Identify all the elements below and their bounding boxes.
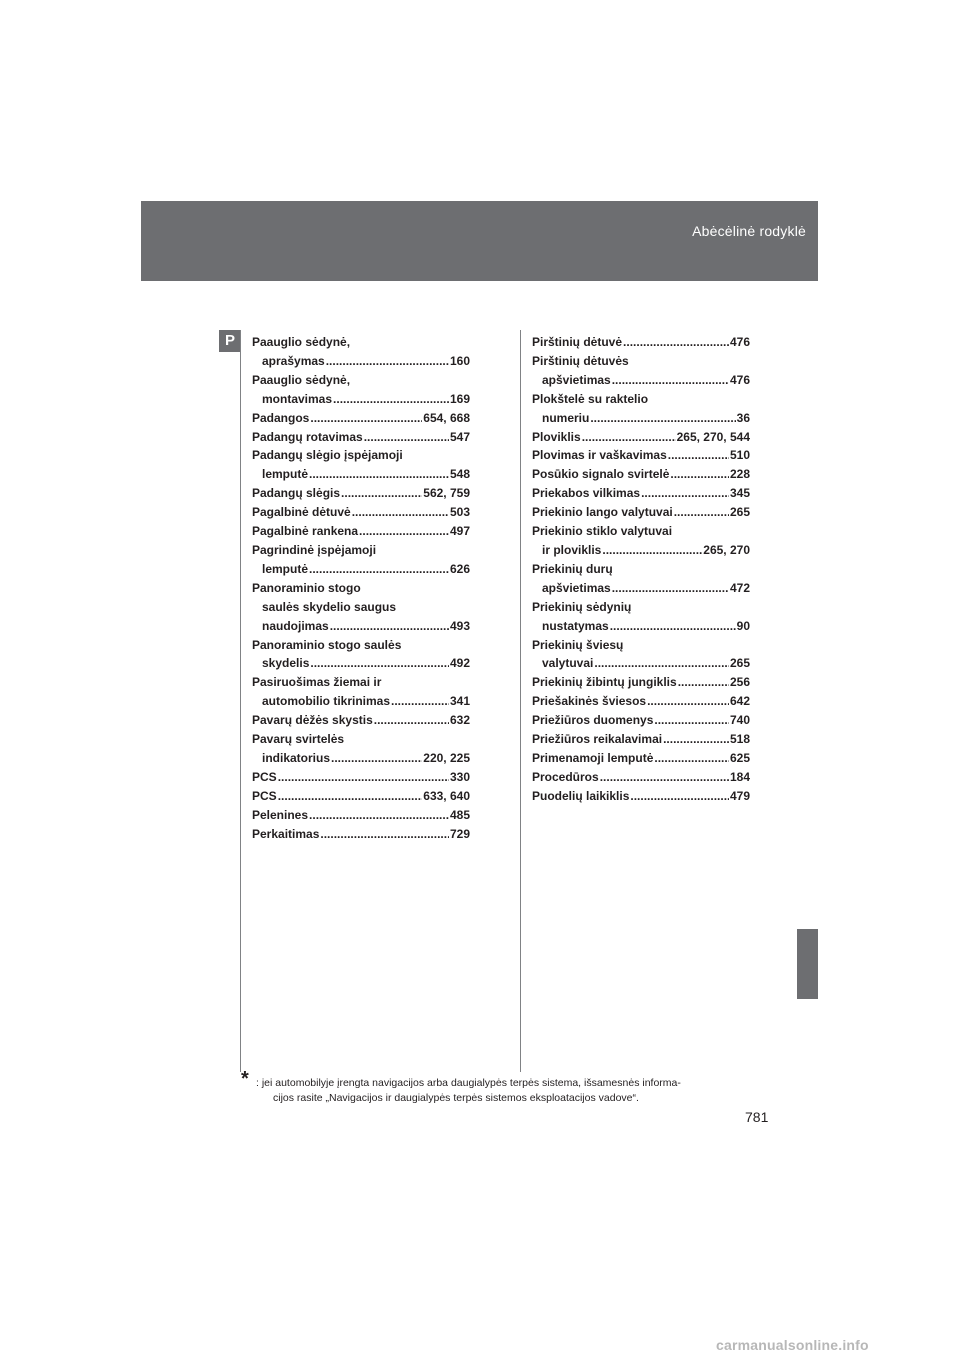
entry-term: apšvietimas	[542, 372, 611, 387]
entry-term: skydelis	[262, 656, 310, 671]
entry-page-ref[interactable]: 626	[449, 561, 470, 576]
index-entry-line	[532, 522, 750, 541]
entry-term: Priešakinės šviesos	[532, 694, 647, 709]
index-entry	[532, 390, 750, 428]
footnote-symbol: *	[241, 1068, 249, 1090]
index-entry	[532, 749, 750, 768]
entry-term: Padangų slėgis	[252, 486, 341, 501]
leader-dots	[678, 673, 729, 692]
entry-page-ref[interactable]: 476	[729, 372, 750, 387]
entry-page-ref[interactable]: 160	[449, 353, 470, 368]
index-entry	[532, 352, 750, 390]
index-entry	[532, 730, 750, 749]
leader-dots	[612, 371, 729, 390]
entry-term: Paauglio sėdynė,	[252, 335, 351, 349]
entry-term: PCS	[252, 769, 277, 784]
leader-dots	[374, 711, 449, 730]
index-entry	[532, 503, 750, 522]
index-entry-line	[252, 806, 470, 825]
entry-term: Ploviklis	[532, 429, 581, 444]
leader-dots	[310, 409, 422, 428]
leader-dots	[330, 617, 449, 636]
entry-term: PCS	[252, 788, 277, 803]
entry-term: ir ploviklis	[542, 542, 602, 557]
index-entry-line	[532, 768, 750, 787]
entry-page-ref[interactable]: 493	[449, 618, 470, 633]
section-tab	[797, 929, 818, 999]
index-entry	[532, 673, 750, 692]
entry-term: Plokštelė su raktelio	[532, 391, 649, 406]
entry-page-ref[interactable]: 479	[729, 788, 750, 803]
entry-term: Priekabos vilkimas	[532, 486, 641, 501]
entry-page-ref[interactable]: 518	[729, 732, 750, 747]
entry-page-ref[interactable]: 345	[729, 486, 750, 501]
index-entry-line	[532, 541, 750, 560]
index-entry-line	[532, 333, 750, 352]
index-entry-line	[532, 503, 750, 522]
entry-term: Paauglio sėdynė,	[252, 372, 351, 387]
index-entry	[252, 484, 470, 503]
index-entry-line	[532, 560, 750, 579]
index-entry	[532, 333, 750, 352]
index-entry-line	[252, 692, 470, 711]
entry-term: Priekinių durų	[532, 561, 613, 576]
leader-dots	[582, 428, 676, 447]
footnote-line-1: : jei automobilyje įrengta navigacijos arba daugialypės terpės sistema, išsamesnės informa-	[256, 1077, 681, 1089]
entry-term: Pasiruošimas žiemai ir	[252, 675, 382, 690]
index-entry	[252, 503, 470, 522]
entry-page-ref[interactable]: 632	[449, 713, 470, 728]
leader-dots	[641, 484, 729, 503]
index-entry	[252, 541, 470, 579]
index-entry-line	[252, 352, 470, 371]
index-column-right	[532, 333, 750, 806]
index-entry-line	[252, 654, 470, 673]
index-entry-line	[532, 409, 750, 428]
entry-page-ref[interactable]: 265	[729, 656, 750, 671]
leader-dots	[590, 409, 735, 428]
header-bar	[141, 201, 818, 281]
entry-page-ref[interactable]: 497	[449, 524, 470, 539]
entry-term: Pirštinių dėtuvės	[532, 353, 629, 368]
index-entry	[252, 730, 470, 768]
entry-term: Pirštinių dėtuvė	[532, 335, 623, 349]
leader-dots	[594, 654, 729, 673]
entry-term: aprašymas	[262, 353, 325, 368]
entry-page-ref[interactable]: 265, 270, 544	[676, 429, 750, 444]
index-entry-line	[252, 579, 470, 598]
index-entry	[532, 428, 750, 447]
index-entry-line	[532, 617, 750, 636]
index-entry-line	[252, 711, 470, 730]
index-entry	[532, 768, 750, 787]
entry-page-ref[interactable]: 472	[729, 580, 750, 595]
entry-term: apšvietimas	[542, 580, 611, 595]
entry-term: nustatymas	[542, 618, 609, 633]
entry-term: Pagalbinė dėtuvė	[252, 505, 351, 520]
entry-page-ref[interactable]: 90	[736, 618, 750, 633]
entry-page-ref[interactable]: 654, 668	[423, 410, 470, 425]
index-entry-line	[252, 409, 470, 428]
leader-dots	[364, 428, 449, 447]
index-entry	[252, 636, 470, 674]
leader-dots	[320, 825, 449, 844]
index-entry	[532, 484, 750, 503]
entry-term: valytuvai	[542, 656, 594, 671]
index-entry-line	[532, 636, 750, 655]
entry-page-ref[interactable]: 265, 270	[703, 542, 750, 557]
leader-dots	[391, 692, 449, 711]
index-entry	[532, 465, 750, 484]
entry-page-ref[interactable]: 220, 225	[423, 750, 470, 765]
index-entry	[532, 787, 750, 806]
leader-dots	[331, 749, 422, 768]
entry-term: Panoraminio stogo	[252, 580, 361, 595]
leader-dots	[333, 390, 449, 409]
leader-dots	[341, 484, 422, 503]
index-entry	[532, 636, 750, 674]
index-entry-line	[252, 390, 470, 409]
index-entry	[532, 598, 750, 636]
index-entry-line	[532, 730, 750, 749]
index-entry	[252, 428, 470, 447]
index-entry-line	[252, 522, 470, 541]
entry-page-ref[interactable]: 492	[449, 656, 470, 671]
entry-page-ref[interactable]: 547	[449, 429, 470, 444]
entry-term: Procedūros	[532, 769, 599, 784]
footnote-line-2: cijos rasite „Navigacijos ir daugialypės terpės sistemos eksploatacijos vadove“.	[273, 1092, 639, 1104]
leader-dots	[647, 692, 729, 711]
index-entry	[252, 333, 470, 371]
index-entry	[252, 825, 470, 844]
index-entry-line	[252, 465, 470, 484]
header-title: Abėcėlinė rodyklė	[692, 223, 806, 239]
entry-term: Priežiūros reikalavimai	[532, 732, 663, 747]
entry-term: saulės skydelio saugus	[262, 599, 397, 614]
entry-page-ref[interactable]: 510	[729, 448, 750, 463]
leader-dots	[623, 333, 729, 352]
index-entry	[532, 522, 750, 560]
leader-dots	[278, 768, 449, 787]
index-entry	[252, 768, 470, 787]
index-column-left	[252, 333, 470, 843]
index-entry	[532, 692, 750, 711]
entry-term: Priekinių šviesų	[532, 637, 624, 652]
entry-term: Pelenines	[252, 807, 309, 822]
entry-term: lemputė	[262, 561, 309, 576]
entry-page-ref[interactable]: 740	[729, 713, 750, 728]
index-entry-line	[532, 371, 750, 390]
entry-term: montavimas	[262, 391, 333, 406]
leader-dots	[602, 541, 702, 560]
leader-dots	[600, 768, 729, 787]
leader-dots	[309, 465, 449, 484]
entry-term: Priekinių sėdynių	[532, 599, 632, 614]
entry-page-ref[interactable]: 476	[729, 335, 750, 349]
index-entry-line	[252, 749, 470, 768]
index-entry-line	[532, 428, 750, 447]
index-entry-line	[252, 825, 470, 844]
entry-page-ref[interactable]: 642	[729, 694, 750, 709]
entry-page-ref[interactable]: 625	[729, 750, 750, 765]
entry-page-ref[interactable]: 485	[449, 807, 470, 822]
entry-term: Pagrindinė įspėjamoji	[252, 542, 377, 557]
leader-dots	[612, 579, 729, 598]
entry-term: Priekinio stiklo valytuvai	[532, 524, 673, 539]
index-entry	[252, 711, 470, 730]
index-entry-line	[252, 617, 470, 636]
left-column-divider	[240, 330, 241, 1072]
leader-dots	[668, 446, 729, 465]
entry-term: numeriu	[542, 410, 590, 425]
entry-term: Primenamoji lemputė	[532, 750, 654, 765]
entry-term: Plovimas ir vaškavimas	[532, 448, 667, 463]
entry-page-ref[interactable]: 36	[736, 410, 750, 425]
leader-dots	[310, 654, 449, 673]
entry-page-ref[interactable]: 169	[449, 391, 470, 406]
index-entry-line	[532, 654, 750, 673]
leader-dots	[654, 749, 729, 768]
index-entry-line	[252, 787, 470, 806]
entry-page-ref[interactable]: 265	[729, 505, 750, 520]
entry-term: Pagalbinė rankena	[252, 524, 359, 539]
index-entry-line	[532, 352, 750, 371]
leader-dots	[670, 465, 729, 484]
index-entry-line	[252, 541, 470, 560]
index-entry	[532, 711, 750, 730]
index-entry	[252, 787, 470, 806]
entry-term: indikatorius	[262, 750, 331, 765]
section-letter: P	[219, 330, 241, 352]
middle-column-divider	[520, 330, 521, 1072]
index-entry-line	[532, 692, 750, 711]
entry-term: Priežiūros duomenys	[532, 713, 654, 728]
index-entry	[252, 522, 470, 541]
entry-term: automobilio tikrinimas	[262, 694, 391, 709]
index-entry-line	[252, 484, 470, 503]
index-entry	[252, 409, 470, 428]
entry-term: lemputė	[262, 467, 309, 482]
leader-dots	[674, 503, 729, 522]
watermark[interactable]: carmanualsonline.info	[716, 1337, 869, 1353]
index-entry-line	[252, 636, 470, 655]
entry-page-ref[interactable]: 184	[729, 769, 750, 784]
entry-page-ref[interactable]: 503	[449, 505, 470, 520]
entry-term: Padangų rotavimas	[252, 429, 363, 444]
entry-term: Posūkio signalo svirtelė	[532, 467, 670, 482]
leader-dots	[663, 730, 729, 749]
leader-dots	[359, 522, 449, 541]
leader-dots	[309, 560, 449, 579]
index-entry-line	[532, 579, 750, 598]
entry-term: Perkaitimas	[252, 826, 320, 841]
index-entry	[532, 560, 750, 598]
index-entry-line	[252, 673, 470, 692]
leader-dots	[630, 787, 729, 806]
index-entry	[252, 371, 470, 409]
index-entry	[252, 673, 470, 711]
leader-dots	[352, 503, 449, 522]
index-entry-line	[532, 465, 750, 484]
entry-term: naudojimas	[262, 618, 329, 633]
entry-page-ref[interactable]: 256	[729, 675, 750, 690]
index-entry-line	[252, 371, 470, 390]
entry-page-ref[interactable]: 633, 640	[423, 788, 470, 803]
index-entry-line	[252, 333, 470, 352]
entry-term: Priekinių žibintų jungiklis	[532, 675, 677, 690]
index-entry-line	[252, 560, 470, 579]
index-entry	[252, 446, 470, 484]
entry-page-ref[interactable]: 228	[729, 467, 750, 482]
leader-dots	[654, 711, 729, 730]
entry-page-ref[interactable]: 341	[449, 694, 470, 709]
index-entry-line	[532, 711, 750, 730]
index-entry-line	[252, 730, 470, 749]
entry-term: Priekinio lango valytuvai	[532, 505, 673, 520]
index-entry-line	[532, 673, 750, 692]
entry-term: Padangos	[252, 410, 310, 425]
entry-page-ref[interactable]: 729	[449, 826, 470, 841]
leader-dots	[309, 806, 449, 825]
entry-page-ref[interactable]: 330	[449, 769, 470, 784]
leader-dots	[326, 352, 449, 371]
index-entry	[532, 446, 750, 465]
index-entry-line	[532, 446, 750, 465]
leader-dots	[610, 617, 736, 636]
index-entry-line	[252, 503, 470, 522]
index-entry	[252, 579, 470, 636]
index-entry-line	[532, 598, 750, 617]
index-entry	[252, 806, 470, 825]
entry-term: Puodelių laikiklis	[532, 788, 630, 803]
index-entry-line	[532, 390, 750, 409]
index-entry-line	[532, 749, 750, 768]
entry-term: Pavarų dėžės skystis	[252, 713, 373, 728]
index-entry-line	[532, 484, 750, 503]
entry-term: Panoraminio stogo saulės	[252, 637, 402, 652]
page-number: 781	[745, 1109, 769, 1125]
index-entry-line	[532, 787, 750, 806]
index-entry-line	[252, 768, 470, 787]
entry-page-ref[interactable]: 562, 759	[423, 486, 470, 501]
index-entry-line	[252, 446, 470, 465]
leader-dots	[278, 787, 423, 806]
entry-term: Pavarų svirtelės	[252, 732, 345, 747]
index-entry-line	[252, 598, 470, 617]
entry-page-ref[interactable]: 548	[449, 467, 470, 482]
index-entry-line	[252, 428, 470, 447]
entry-term: Padangų slėgio įspėjamoji	[252, 448, 403, 463]
